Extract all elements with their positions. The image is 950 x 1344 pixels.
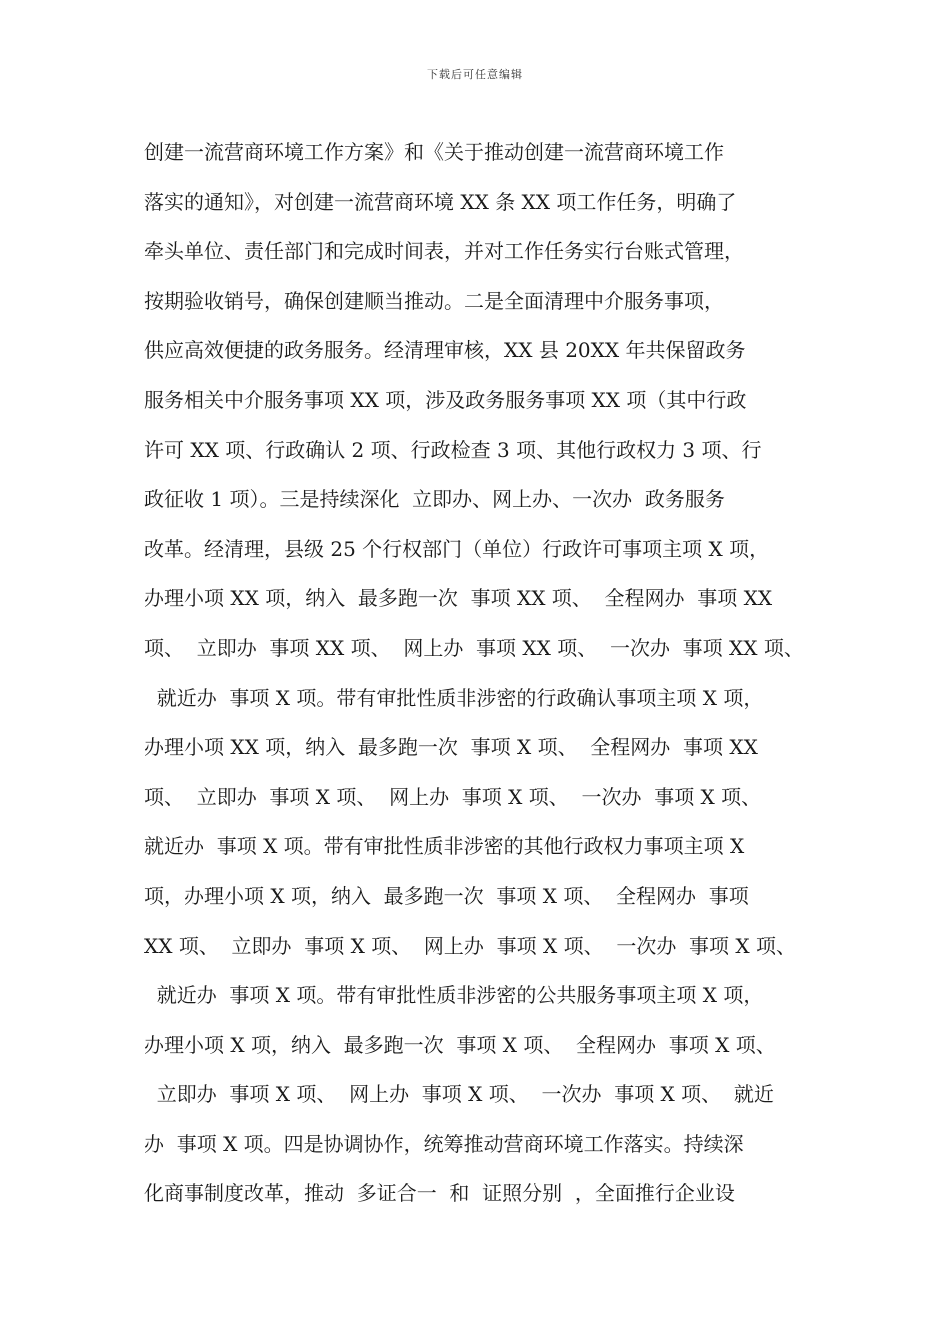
body-line: 办理小项 XX 项，纳入 最多跑一次 事项 XX 项、 全程网办 事项 XX: [144, 586, 773, 611]
body-line: 项、 立即办 事项 XX 项、 网上办 事项 XX 项、 一次办 事项 XX 项、: [144, 635, 804, 660]
body-line: 落实的通知》，对创建一流营商环境 XX 条 XX 项工作任务，明确了: [144, 189, 737, 214]
body-line: 牵头单位、责任部门和完成时间表，并对工作任务实行台账式管理，: [144, 239, 744, 264]
body-line: 服务相关中介服务事项 XX 项，涉及政务服务事项 XX 项（其中行政: [144, 387, 747, 412]
body-line: 办理小项 X 项，纳入 最多跑一次 事项 X 项、 全程网办 事项 X 项、: [144, 1032, 776, 1057]
body-line: 就近办 事项 X 项。带有审批性质非涉密的公共服务事项主项 X 项，: [144, 983, 764, 1008]
body-line: 就近办 事项 X 项。带有审批性质非涉密的行政确认事项主项 X 项，: [144, 685, 764, 710]
body-line: 按期验收销号，确保创建顺当推动。二是全面清理中介服务事项，: [144, 288, 724, 313]
document-body: [144, 128, 824, 1219]
body-line: 立即办 事项 X 项、 网上办 事项 X 项、 一次办 事项 X 项、 就近: [144, 1082, 774, 1107]
body-line: 供应高效便捷的政务服务。经清理审核，XX 县 20XX 年共保留政务: [144, 338, 746, 363]
body-line: 办 事项 X 项。四是协调协作，统筹推动营商环境工作落实。持续深: [144, 1131, 744, 1156]
body-line: 项，办理小项 X 项，纳入 最多跑一次 事项 X 项、 全程网办 事项: [144, 883, 749, 908]
body-line: 创建一流营商环境工作方案》和《关于推动创建一流营商环境工作: [144, 140, 724, 164]
body-line: 化商事制度改革，推动 多证合一 和 证照分别 ，全面推行企业设: [144, 1181, 735, 1206]
body-line: XX 项、 立即办 事项 X 项、 网上办 事项 X 项、 一次办 事项 X 项、: [144, 933, 796, 958]
body-line: 许可 XX 项、行政确认 2 项、行政检查 3 项、其他行政权力 3 项、行: [144, 437, 762, 462]
body-line: 就近办 事项 X 项。带有审批性质非涉密的其他行政权力事项主项 X: [144, 834, 745, 859]
body-line: 改革。经清理，县级 25 个行权部门（单位）行政许可事项主项 X 项，: [144, 536, 770, 561]
body-line: 办理小项 XX 项，纳入 最多跑一次 事项 X 项、 全程网办 事项 XX: [144, 735, 758, 760]
body-line: 政征收 1 项）。三是持续深化 立即办、网上办、一次办 政务服务: [144, 487, 725, 512]
body-line: 项、 立即办 事项 X 项、 网上办 事项 X 项、 一次办 事项 X 项、: [144, 784, 762, 809]
page-header: 下载后可任意编辑: [427, 68, 523, 81]
